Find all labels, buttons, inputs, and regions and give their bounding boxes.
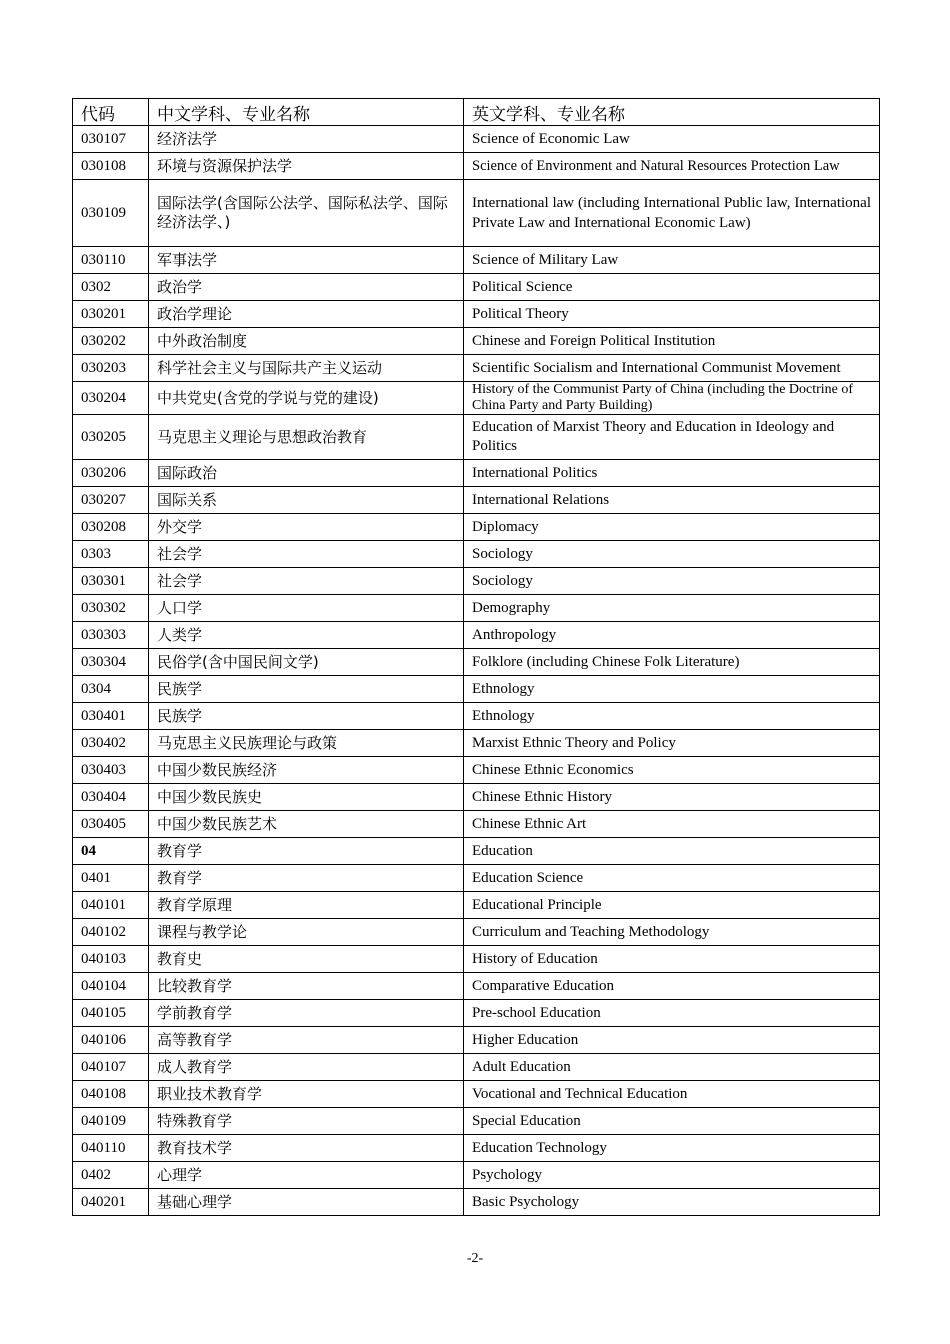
table-row <box>73 892 880 919</box>
code-cell: 040105 <box>73 1000 149 1027</box>
table-row <box>73 1027 880 1054</box>
table-row <box>73 649 880 676</box>
chinese-name-cell: 人口学 <box>149 595 464 622</box>
code-cell: 030203 <box>73 355 149 382</box>
code-cell: 030107 <box>73 126 149 153</box>
code-cell: 040106 <box>73 1027 149 1054</box>
english-name-cell: International law (including International Public law, International Private Law and International Economic Law) <box>464 180 880 247</box>
english-name-cell: Chinese Ethnic Art <box>464 811 880 838</box>
code-cell: 0303 <box>73 541 149 568</box>
english-name-cell: Science of Military Law <box>464 247 880 274</box>
english-name-cell: Chinese and Foreign Political Institution <box>464 328 880 355</box>
table-row <box>73 355 880 382</box>
code-cell: 040110 <box>73 1135 149 1162</box>
english-name-cell: International Politics <box>464 460 880 487</box>
english-name-cell: Psychology <box>464 1162 880 1189</box>
code-cell: 030302 <box>73 595 149 622</box>
english-name-cell: Diplomacy <box>464 514 880 541</box>
code-cell: 040109 <box>73 1108 149 1135</box>
table-row <box>73 514 880 541</box>
table-row <box>73 1135 880 1162</box>
chinese-name-cell: 中共党史(含党的学说与党的建设) <box>149 382 464 415</box>
chinese-name-cell: 职业技术教育学 <box>149 1081 464 1108</box>
chinese-name-cell: 民族学 <box>149 676 464 703</box>
english-name-cell: Political Science <box>464 274 880 301</box>
chinese-name-cell: 中国少数民族史 <box>149 784 464 811</box>
english-name-cell: Demography <box>464 595 880 622</box>
chinese-name-cell: 教育学 <box>149 838 464 865</box>
table-row <box>73 757 880 784</box>
code-cell: 030304 <box>73 649 149 676</box>
table-row <box>73 382 880 415</box>
english-name-cell: History of the Communist Party of China (including the Doctrine of China Party and Party Building) <box>464 382 880 415</box>
chinese-name-cell: 社会学 <box>149 541 464 568</box>
code-cell: 0401 <box>73 865 149 892</box>
code-cell: 040107 <box>73 1054 149 1081</box>
table-row <box>73 703 880 730</box>
chinese-name-cell: 政治学 <box>149 274 464 301</box>
english-name-cell: Folklore (including Chinese Folk Literature) <box>464 649 880 676</box>
english-name-cell: Marxist Ethnic Theory and Policy <box>464 730 880 757</box>
chinese-name-cell: 马克思主义民族理论与政策 <box>149 730 464 757</box>
table-row <box>73 301 880 328</box>
english-name-cell: Education Science <box>464 865 880 892</box>
table-row <box>73 541 880 568</box>
code-cell: 0304 <box>73 676 149 703</box>
table-row <box>73 919 880 946</box>
code-cell: 030403 <box>73 757 149 784</box>
table-row <box>73 1108 880 1135</box>
table-row <box>73 328 880 355</box>
code-cell: 040103 <box>73 946 149 973</box>
table-row <box>73 865 880 892</box>
code-cell: 030204 <box>73 382 149 415</box>
chinese-name-cell: 政治学理论 <box>149 301 464 328</box>
code-cell: 030202 <box>73 328 149 355</box>
table-row <box>73 676 880 703</box>
table-row <box>73 415 880 460</box>
chinese-name-cell: 中国少数民族艺术 <box>149 811 464 838</box>
chinese-name-cell: 中国少数民族经济 <box>149 757 464 784</box>
english-name-cell: Educational Principle <box>464 892 880 919</box>
english-name-cell: Special Education <box>464 1108 880 1135</box>
table-row <box>73 180 880 247</box>
english-name-cell: Anthropology <box>464 622 880 649</box>
table-row <box>73 784 880 811</box>
chinese-name-cell: 中外政治制度 <box>149 328 464 355</box>
subject-table <box>72 98 880 1216</box>
code-cell: 0302 <box>73 274 149 301</box>
chinese-name-cell: 民俗学(含中国民间文学) <box>149 649 464 676</box>
code-cell: 030109 <box>73 180 149 247</box>
english-name-cell: Ethnology <box>464 703 880 730</box>
english-name-cell: Scientific Socialism and International Communist Movement <box>464 355 880 382</box>
chinese-name-cell: 学前教育学 <box>149 1000 464 1027</box>
chinese-name-cell: 环境与资源保护法学 <box>149 153 464 180</box>
table-row <box>73 1189 880 1216</box>
english-name-cell: Pre-school Education <box>464 1000 880 1027</box>
code-cell: 030405 <box>73 811 149 838</box>
code-cell: 040101 <box>73 892 149 919</box>
code-cell: 040102 <box>73 919 149 946</box>
code-cell: 040108 <box>73 1081 149 1108</box>
code-cell: 040201 <box>73 1189 149 1216</box>
table-row <box>73 1000 880 1027</box>
chinese-name-cell: 民族学 <box>149 703 464 730</box>
code-cell: 030208 <box>73 514 149 541</box>
english-name-cell: Ethnology <box>464 676 880 703</box>
english-name-cell: Chinese Ethnic Economics <box>464 757 880 784</box>
english-name-cell: Political Theory <box>464 301 880 328</box>
table-row <box>73 973 880 1000</box>
chinese-name-cell: 教育学 <box>149 865 464 892</box>
code-cell: 030201 <box>73 301 149 328</box>
english-name-cell: Chinese Ethnic History <box>464 784 880 811</box>
code-cell: 030110 <box>73 247 149 274</box>
table-row <box>73 622 880 649</box>
code-cell: 030108 <box>73 153 149 180</box>
english-name-cell: Education <box>464 838 880 865</box>
english-name-cell: Vocational and Technical Education <box>464 1081 880 1108</box>
chinese-name-cell: 高等教育学 <box>149 1027 464 1054</box>
chinese-name-cell: 社会学 <box>149 568 464 595</box>
chinese-name-cell: 教育学原理 <box>149 892 464 919</box>
english-name-cell: Education Technology <box>464 1135 880 1162</box>
chinese-name-cell: 比较教育学 <box>149 973 464 1000</box>
english-name-cell: Basic Psychology <box>464 1189 880 1216</box>
table-row <box>73 838 880 865</box>
english-name-cell: Adult Education <box>464 1054 880 1081</box>
table-row <box>73 1162 880 1189</box>
code-cell: 030303 <box>73 622 149 649</box>
code-cell: 030402 <box>73 730 149 757</box>
english-name-cell: Sociology <box>464 541 880 568</box>
table-row <box>73 487 880 514</box>
table-row <box>73 126 880 153</box>
english-name-cell: Curriculum and Teaching Methodology <box>464 919 880 946</box>
table-row <box>73 247 880 274</box>
chinese-name-cell: 人类学 <box>149 622 464 649</box>
chinese-name-cell: 国际关系 <box>149 487 464 514</box>
chinese-name-cell: 国际政治 <box>149 460 464 487</box>
chinese-name-cell: 经济法学 <box>149 126 464 153</box>
page-number: -2- <box>466 1251 484 1266</box>
table-row <box>73 274 880 301</box>
table-row <box>73 946 880 973</box>
english-name-cell: History of Education <box>464 946 880 973</box>
chinese-name-cell: 特殊教育学 <box>149 1108 464 1135</box>
header-english-name: 英文学科、专业名称 <box>464 99 880 126</box>
english-name-cell: International Relations <box>464 487 880 514</box>
table-header-row <box>73 99 880 126</box>
chinese-name-cell: 军事法学 <box>149 247 464 274</box>
table-row <box>73 1081 880 1108</box>
chinese-name-cell: 成人教育学 <box>149 1054 464 1081</box>
chinese-name-cell: 教育技术学 <box>149 1135 464 1162</box>
chinese-name-cell: 外交学 <box>149 514 464 541</box>
table-row <box>73 730 880 757</box>
header-chinese-name: 中文学科、专业名称 <box>149 99 464 126</box>
code-cell: 0402 <box>73 1162 149 1189</box>
table-row <box>73 153 880 180</box>
table-row <box>73 811 880 838</box>
english-name-cell: Higher Education <box>464 1027 880 1054</box>
chinese-name-cell: 国际法学(含国际公法学、国际私法学、国际经济法学、) <box>149 180 464 247</box>
chinese-name-cell: 马克思主义理论与思想政治教育 <box>149 415 464 460</box>
table-row <box>73 460 880 487</box>
code-cell: 030207 <box>73 487 149 514</box>
chinese-name-cell: 教育史 <box>149 946 464 973</box>
english-name-cell: Science of Environment and Natural Resources Protection Law <box>464 153 880 180</box>
chinese-name-cell: 基础心理学 <box>149 1189 464 1216</box>
table-row <box>73 1054 880 1081</box>
english-name-cell: Science of Economic Law <box>464 126 880 153</box>
chinese-name-cell: 课程与教学论 <box>149 919 464 946</box>
code-cell: 040104 <box>73 973 149 1000</box>
code-cell: 04 <box>73 838 149 865</box>
chinese-name-cell: 心理学 <box>149 1162 464 1189</box>
code-cell: 030206 <box>73 460 149 487</box>
header-code: 代码 <box>73 99 149 126</box>
code-cell: 030404 <box>73 784 149 811</box>
table-row <box>73 568 880 595</box>
english-name-cell: Comparative Education <box>464 973 880 1000</box>
chinese-name-cell: 科学社会主义与国际共产主义运动 <box>149 355 464 382</box>
code-cell: 030301 <box>73 568 149 595</box>
english-name-cell: Sociology <box>464 568 880 595</box>
code-cell: 030401 <box>73 703 149 730</box>
english-name-cell: Education of Marxist Theory and Education in Ideology and Politics <box>464 415 880 460</box>
table-row <box>73 595 880 622</box>
code-cell: 030205 <box>73 415 149 460</box>
